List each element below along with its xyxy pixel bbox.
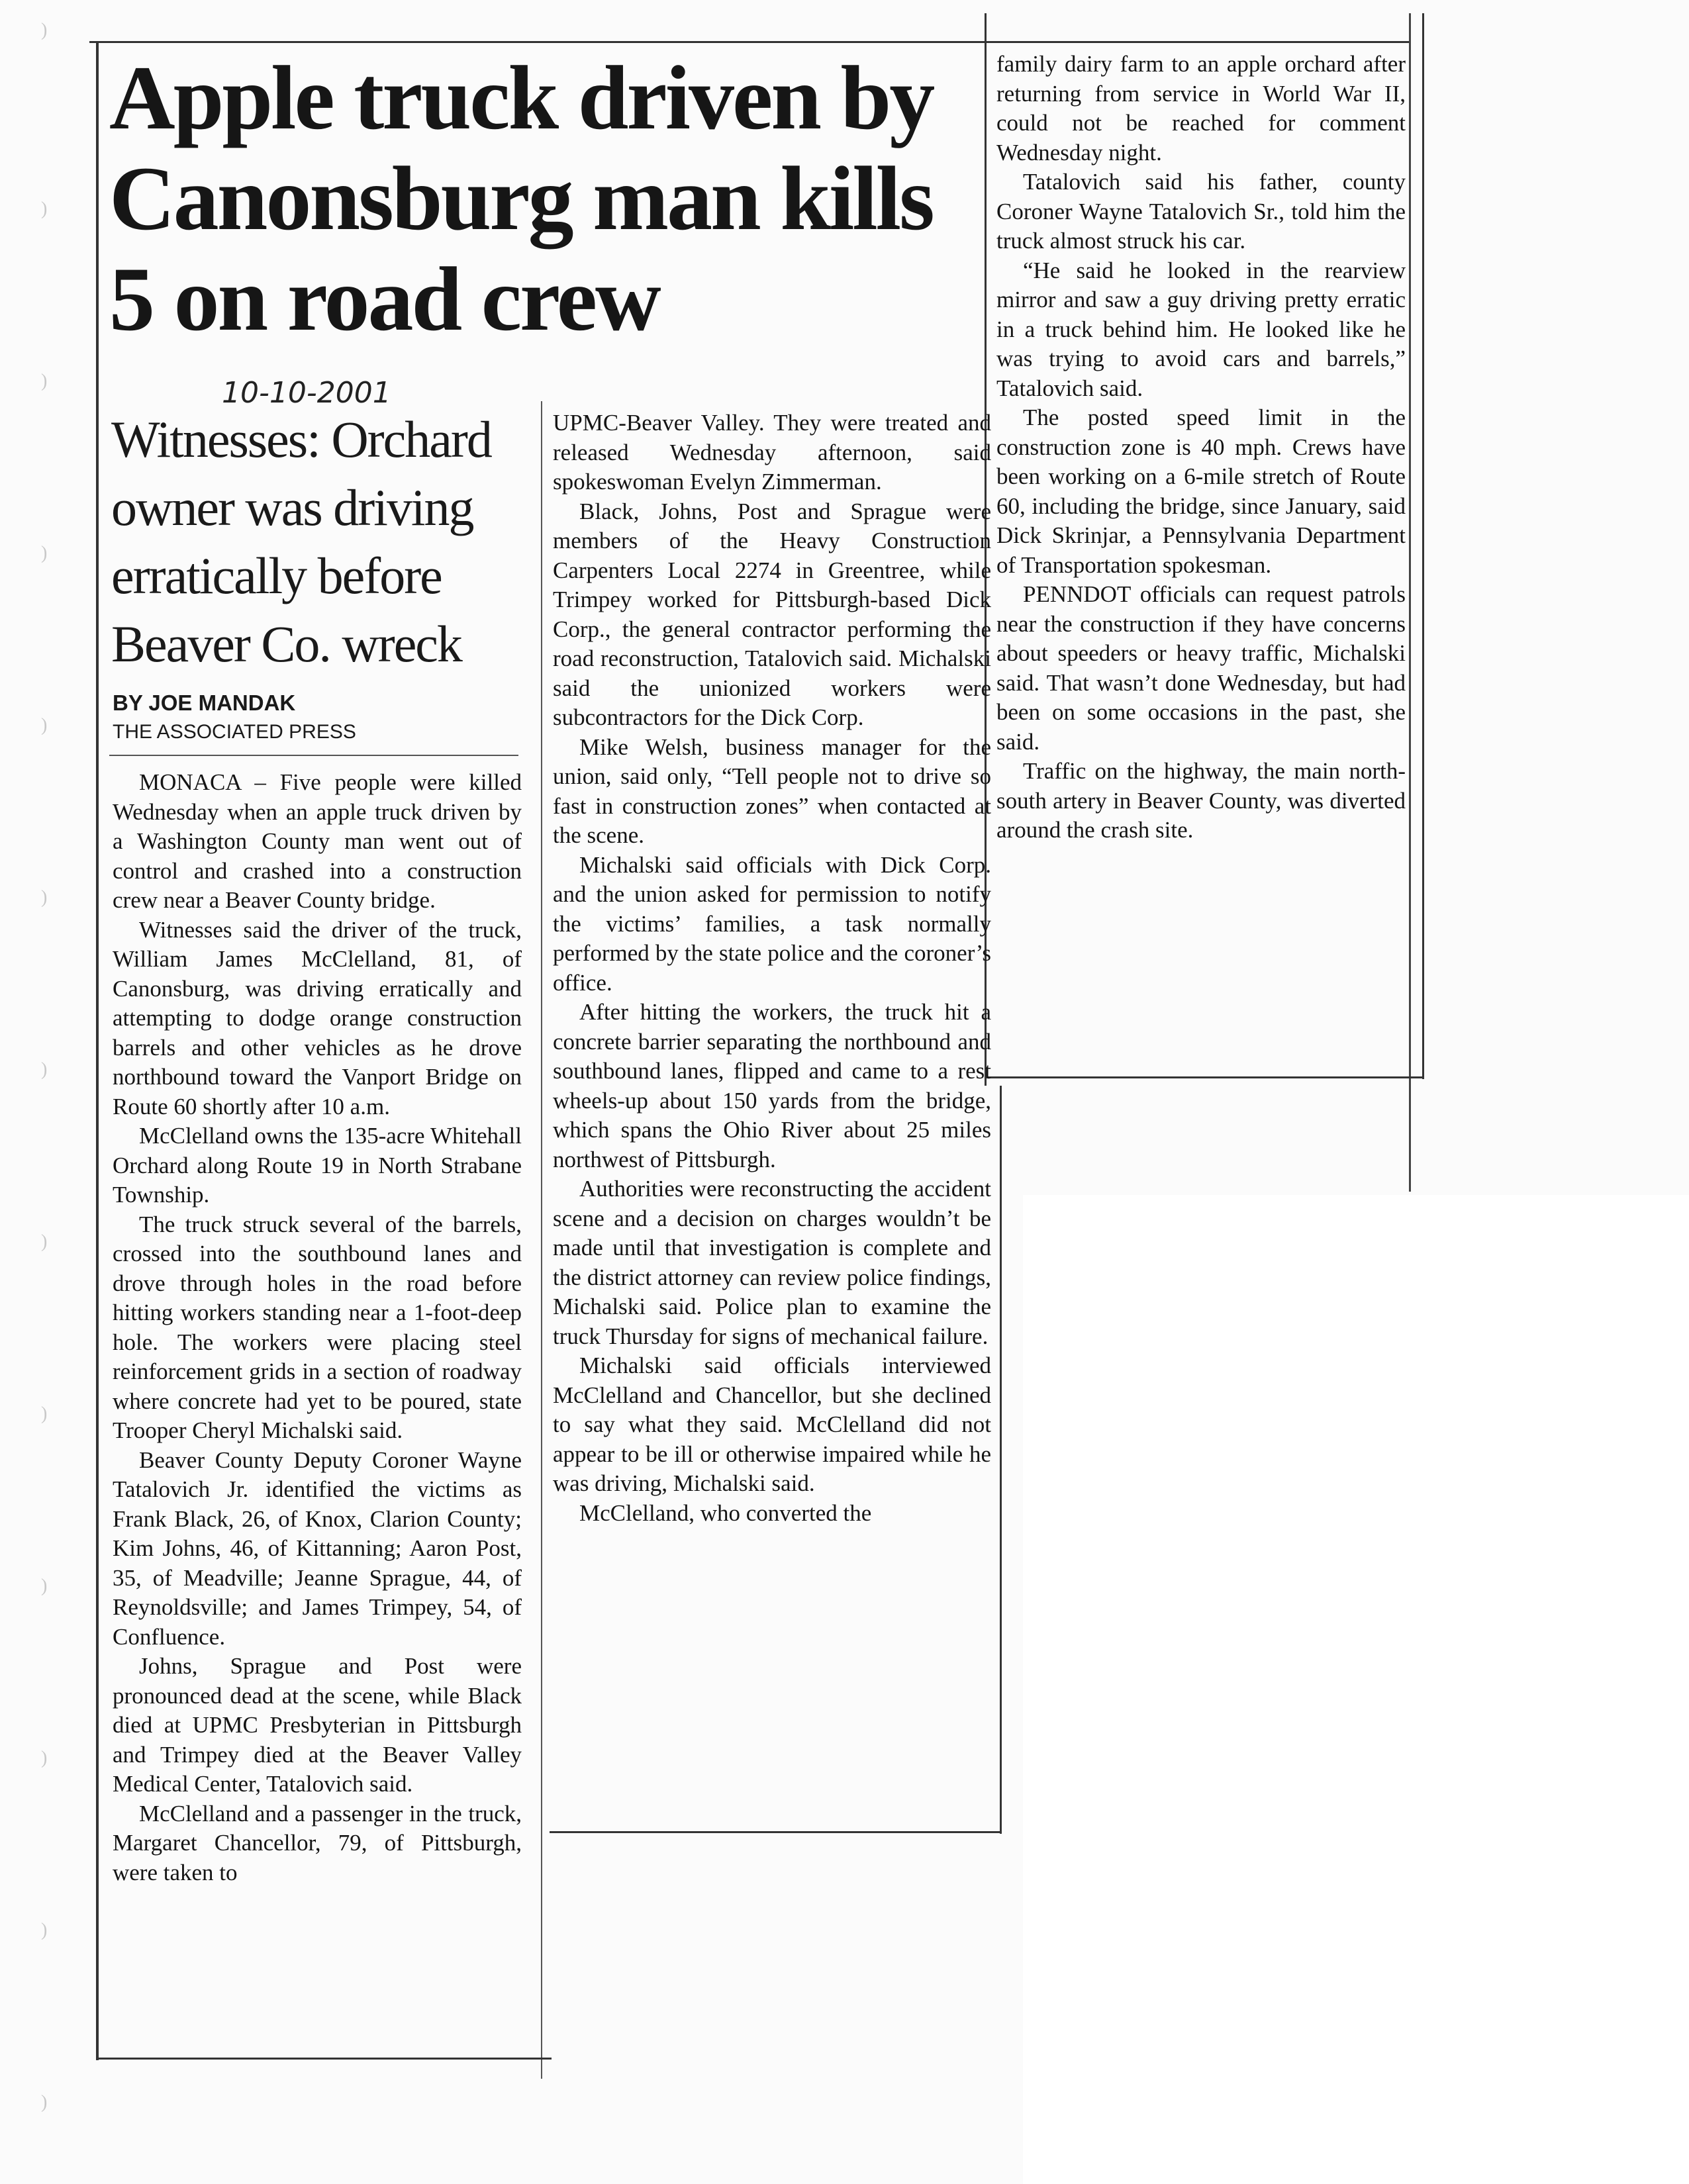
col1-bottom-rule: [96, 2058, 552, 2060]
handwritten-date: 10-10-2001: [222, 376, 391, 410]
paragraph: After hitting the workers, the truck hit a concrete barrier separating the northbound and southbound lanes, flipped and came to a rest wheels-up about 150 yards from the bridge, which spans the Ohio River about 25 miles northwest of Pittsburgh.: [553, 999, 991, 1172]
paragraph: Witnesses said the driver of the truck, William James McClelland, 81, of Canonsburg, was driving erratically and attempting to dodge orange construction barrels and other vehicles as he drove northbound toward the Vanport Bridge on Route 60 shortly after 10 a.m.: [113, 916, 522, 1119]
byline-rule: [109, 755, 518, 756]
paragraph: Tatalovich said his father, county Coroner Wayne Tatalovich Sr., told him the truck almost struck his car.: [996, 169, 1406, 254]
scan-blank-area: [1023, 1195, 1689, 2184]
paragraph: UPMC-Beaver Valley. They were treated and released Wednesday afternoon, said spokeswoman Evelyn Zimmerman.: [553, 410, 991, 495]
col3-bottom-rule: [985, 1076, 1424, 1078]
column-3: [996, 50, 1406, 845]
paragraph: Johns, Sprague and Post were pronounced dead at the scene, while Black died at UPMC Presbyterian in Pittsburgh and Trimpey died at the Beaver Valley Medical Center, Tatalovich said.: [113, 1653, 522, 1797]
column-2: [553, 408, 991, 1528]
paragraph: Michalski said officials with Dick Corp. and the union asked for permission to notify the victims’ families, a task normally performed by the state police and the coroner’s office.: [553, 851, 991, 996]
paragraph: family dairy farm to an apple orchard after returning from service in World War II, could not be reached for comment Wednesday night.: [996, 51, 1406, 166]
paragraph: “He said he looked in the rearview mirror and saw a guy driving pretty erratic in a truck behind him. He looked like he was trying to avoid cars and barrels,” Tatalovich said.: [996, 257, 1406, 401]
paragraph: MONACA – Five people were killed Wednesday when an apple truck driven by a Washington County man went out of control and crashed into a construction crew near a Beaver County bridge.: [113, 769, 522, 913]
scan-margin: ) ) ) ) ) ) ) ) ) ) ) ) ): [41, 20, 48, 2113]
column-1: [113, 768, 522, 1887]
outer-right-rule: [1409, 13, 1411, 1192]
paragraph: Michalski said officials interviewed McClelland and Chancellor, but she declined to say what they said. McClelland did not appear to be ill or otherwise impaired while he was driving, Michalski said.: [553, 1353, 991, 1496]
top-rule: [89, 41, 1410, 43]
paragraph: Beaver County Deputy Coroner Wayne Tatalovich Jr. identified the victims as Frank Black, 26, of Knox, Clarion County; Kim Johns, 46, of Kittanning; Aaron Post, 35, of Meadville; Jeanne Sprague, 44, of Reynoldsville; and James Trimpey, 54, of Confluence.: [113, 1447, 522, 1650]
paragraph: McClelland, who converted the: [579, 1499, 872, 1526]
paragraph: Black, Johns, Post and Sprague were members of the Heavy Construction Carpenters Local 2274 in Greentree, while Trimpey worked for Pittsburgh-based Dick Corp., the general contractor performing the road reconstruction, Tatalovich said. Michalski said the unionized workers were subcontractors for the Dick Corp.: [553, 498, 991, 730]
paragraph: McClelland and a passenger in the truck, Margaret Chancellor, 79, of Pittsburgh, were taken to: [113, 1800, 522, 1885]
col2-bottom-rule: [550, 1831, 1001, 1833]
headline: Apple truck driven by Canonsburg man kills 5 on road crew: [109, 47, 934, 350]
paragraph: Authorities were reconstructing the accident scene and a decision on charges wouldn’t be made until that investigation is complete and the district attorney can review police findings, Michalski said. Police plan to examine the truck Thursday for signs of mechanical failure.: [553, 1176, 991, 1349]
paragraph: The posted speed limit in the construction zone is 40 mph. Crews have been working on a 6-mile stretch of Route 60, including the bridge, since January, said Dick Skrinjar, a Pennsylvania Department of Transportation spokesman.: [996, 404, 1406, 578]
paragraph: Mike Welsh, business manager for the union, said only, “Tell people not to drive so fast in construction zones” when contacted at the scene.: [553, 734, 991, 848]
left-rule: [96, 41, 99, 2060]
col2-divider: [541, 401, 542, 2079]
paragraph: McClelland owns the 135-acre Whitehall Orchard along Route 19 in North Strabane Township.: [113, 1123, 522, 1208]
paragraph: The truck struck several of the barrels, crossed into the southbound lanes and drove through holes in the road before hitting workers standing near a 1-foot-deep hole. The workers were placing steel reinforcement grids in a section of roadway where concrete had yet to be poured, state Trooper Cheryl Michalski said.: [113, 1211, 522, 1443]
agency: THE ASSOCIATED PRESS: [113, 721, 356, 743]
subheadline: Witnesses: Orchard owner was driving erratically before Beaver Co. wreck: [111, 410, 491, 673]
paragraph: PENNDOT officials can request patrols near the construction if they have concerns about speeders or heavy traffic, Michalski said. That wasn’t done Wednesday, but had been on some occasions in the past, she said.: [996, 581, 1406, 755]
col3-right-rule: [1422, 13, 1424, 1079]
byline: BY JOE MANDAK: [113, 690, 296, 715]
paragraph: Traffic on the highway, the main north-south artery in Beaver County, was diverted around the crash site.: [996, 758, 1406, 843]
col2-right-rule: [1000, 1086, 1002, 1834]
